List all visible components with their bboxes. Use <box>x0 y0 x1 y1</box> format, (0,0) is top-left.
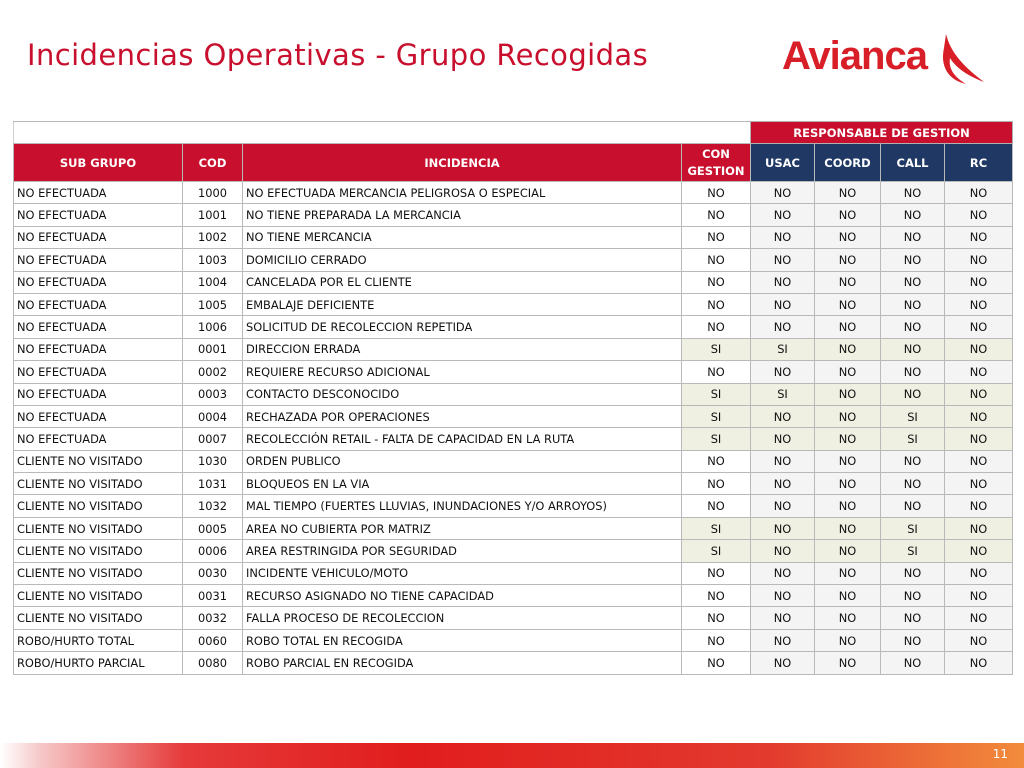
cell-sub: NO EFECTUADA <box>14 316 183 338</box>
table-row <box>14 226 1013 248</box>
cell-coord: NO <box>815 249 881 271</box>
cell-con: NO <box>682 316 751 338</box>
cell-rc: NO <box>945 607 1013 629</box>
cell-cod: 0031 <box>183 585 243 607</box>
cell-coord: NO <box>815 629 881 651</box>
cell-cod: 1030 <box>183 450 243 472</box>
col-header-incidencia: INCIDENCIA <box>243 144 682 182</box>
cell-sub: CLIENTE NO VISITADO <box>14 607 183 629</box>
cell-rc: NO <box>945 383 1013 405</box>
cell-usac: NO <box>751 361 815 383</box>
cell-sub: NO EFECTUADA <box>14 428 183 450</box>
cell-call: NO <box>881 293 945 315</box>
cell-sub: NO EFECTUADA <box>14 249 183 271</box>
table-row <box>14 652 1013 674</box>
cell-con: NO <box>682 361 751 383</box>
cell-usac: NO <box>751 428 815 450</box>
cell-cod: 0002 <box>183 361 243 383</box>
cell-con: SI <box>682 428 751 450</box>
cell-coord: NO <box>815 316 881 338</box>
cell-call: NO <box>881 338 945 360</box>
cell-inc: DOMICILIO CERRADO <box>243 249 682 271</box>
cell-sub: NO EFECTUADA <box>14 182 183 204</box>
cell-con: SI <box>682 338 751 360</box>
cell-rc: NO <box>945 562 1013 584</box>
responsable-group-header: RESPONSABLE DE GESTION <box>751 122 1013 144</box>
cell-cod: 0004 <box>183 405 243 427</box>
cell-cod: 0030 <box>183 562 243 584</box>
cell-inc: EMBALAJE DEFICIENTE <box>243 293 682 315</box>
bird-icon <box>938 30 988 86</box>
cell-coord: NO <box>815 361 881 383</box>
cell-cod: 0005 <box>183 517 243 539</box>
cell-sub: NO EFECTUADA <box>14 338 183 360</box>
col-header-call: CALL <box>881 144 945 182</box>
cell-inc: AREA NO CUBIERTA POR MATRIZ <box>243 517 682 539</box>
cell-call: NO <box>881 271 945 293</box>
table-row <box>14 562 1013 584</box>
cell-coord: NO <box>815 562 881 584</box>
cell-call: SI <box>881 405 945 427</box>
slide-title: Incidencias Operativas - Grupo Recogidas <box>27 38 649 72</box>
cell-call: SI <box>881 540 945 562</box>
cell-coord: NO <box>815 204 881 226</box>
cell-con: SI <box>682 383 751 405</box>
col-header-rc: RC <box>945 144 1013 182</box>
cell-call: NO <box>881 652 945 674</box>
cell-usac: NO <box>751 316 815 338</box>
cell-cod: 1000 <box>183 182 243 204</box>
cell-rc: NO <box>945 249 1013 271</box>
cell-inc: FALLA PROCESO DE RECOLECCION <box>243 607 682 629</box>
cell-cod: 1003 <box>183 249 243 271</box>
cell-coord: NO <box>815 271 881 293</box>
cell-con: NO <box>682 226 751 248</box>
cell-call: NO <box>881 607 945 629</box>
table-row <box>14 607 1013 629</box>
cell-sub: NO EFECTUADA <box>14 405 183 427</box>
table-row <box>14 361 1013 383</box>
footer-bar <box>0 743 1024 768</box>
table-row <box>14 338 1013 360</box>
cell-inc: ROBO TOTAL EN RECOGIDA <box>243 629 682 651</box>
cell-coord: NO <box>815 338 881 360</box>
cell-call: NO <box>881 249 945 271</box>
cell-con: NO <box>682 562 751 584</box>
cell-coord: NO <box>815 540 881 562</box>
cell-usac: NO <box>751 495 815 517</box>
cell-coord: NO <box>815 383 881 405</box>
col-header-cod: COD <box>183 144 243 182</box>
cell-rc: NO <box>945 338 1013 360</box>
cell-usac: NO <box>751 204 815 226</box>
cell-con: NO <box>682 652 751 674</box>
cell-inc: CONTACTO DESCONOCIDO <box>243 383 682 405</box>
cell-rc: NO <box>945 473 1013 495</box>
cell-con: NO <box>682 182 751 204</box>
cell-inc: RECHAZADA POR OPERACIONES <box>243 405 682 427</box>
cell-call: NO <box>881 383 945 405</box>
cell-sub: CLIENTE NO VISITADO <box>14 473 183 495</box>
cell-usac: NO <box>751 293 815 315</box>
cell-call: SI <box>881 428 945 450</box>
col-header-coord: COORD <box>815 144 881 182</box>
cell-rc: NO <box>945 271 1013 293</box>
cell-rc: NO <box>945 361 1013 383</box>
cell-usac: NO <box>751 585 815 607</box>
cell-sub: ROBO/HURTO PARCIAL <box>14 652 183 674</box>
cell-con: NO <box>682 249 751 271</box>
cell-usac: NO <box>751 652 815 674</box>
cell-cod: 1004 <box>183 271 243 293</box>
cell-cod: 0007 <box>183 428 243 450</box>
table-row <box>14 428 1013 450</box>
cell-inc: BLOQUEOS EN LA VIA <box>243 473 682 495</box>
col-header-con-gestion: CON GESTION <box>682 144 751 182</box>
cell-call: NO <box>881 316 945 338</box>
cell-rc: NO <box>945 405 1013 427</box>
cell-coord: NO <box>815 405 881 427</box>
cell-sub: NO EFECTUADA <box>14 361 183 383</box>
cell-rc: NO <box>945 450 1013 472</box>
cell-cod: 1006 <box>183 316 243 338</box>
cell-call: NO <box>881 361 945 383</box>
cell-call: NO <box>881 629 945 651</box>
cell-cod: 1031 <box>183 473 243 495</box>
cell-rc: NO <box>945 316 1013 338</box>
cell-usac: NO <box>751 473 815 495</box>
cell-coord: NO <box>815 473 881 495</box>
cell-cod: 0001 <box>183 338 243 360</box>
cell-con: NO <box>682 271 751 293</box>
cell-coord: NO <box>815 585 881 607</box>
cell-rc: NO <box>945 517 1013 539</box>
table-row <box>14 585 1013 607</box>
cell-usac: NO <box>751 249 815 271</box>
cell-inc: NO TIENE PREPARADA LA MERCANCIA <box>243 204 682 226</box>
cell-con: NO <box>682 473 751 495</box>
cell-call: NO <box>881 562 945 584</box>
cell-usac: NO <box>751 450 815 472</box>
col-header-usac: USAC <box>751 144 815 182</box>
cell-call: NO <box>881 585 945 607</box>
table-row <box>14 204 1013 226</box>
cell-rc: NO <box>945 629 1013 651</box>
cell-coord: NO <box>815 607 881 629</box>
cell-rc: NO <box>945 495 1013 517</box>
cell-inc: REQUIERE RECURSO ADICIONAL <box>243 361 682 383</box>
cell-call: NO <box>881 473 945 495</box>
col-header-sub-grupo: SUB GRUPO <box>14 144 183 182</box>
cell-sub: NO EFECTUADA <box>14 383 183 405</box>
cell-usac: NO <box>751 607 815 629</box>
cell-sub: NO EFECTUADA <box>14 293 183 315</box>
cell-usac: SI <box>751 383 815 405</box>
table-row <box>14 629 1013 651</box>
cell-rc: NO <box>945 540 1013 562</box>
cell-inc: NO EFECTUADA MERCANCIA PELIGROSA O ESPECIAL <box>243 182 682 204</box>
cell-call: NO <box>881 495 945 517</box>
cell-call: NO <box>881 226 945 248</box>
table-row <box>14 249 1013 271</box>
cell-inc: MAL TIEMPO (FUERTES LLUVIAS, INUNDACIONES Y/O ARROYOS) <box>243 495 682 517</box>
cell-sub: CLIENTE NO VISITADO <box>14 562 183 584</box>
cell-call: NO <box>881 450 945 472</box>
cell-coord: NO <box>815 495 881 517</box>
cell-con: NO <box>682 607 751 629</box>
cell-inc: ROBO PARCIAL EN RECOGIDA <box>243 652 682 674</box>
table-row <box>14 293 1013 315</box>
cell-sub: NO EFECTUADA <box>14 271 183 293</box>
cell-cod: 0080 <box>183 652 243 674</box>
cell-rc: NO <box>945 226 1013 248</box>
cell-con: NO <box>682 495 751 517</box>
cell-coord: NO <box>815 182 881 204</box>
cell-sub: CLIENTE NO VISITADO <box>14 585 183 607</box>
cell-usac: NO <box>751 629 815 651</box>
cell-con: NO <box>682 629 751 651</box>
table-row <box>14 540 1013 562</box>
cell-call: NO <box>881 182 945 204</box>
cell-cod: 1032 <box>183 495 243 517</box>
header-spacer <box>14 122 751 144</box>
incidencias-table <box>13 121 1013 675</box>
cell-coord: NO <box>815 293 881 315</box>
cell-inc: DIRECCION ERRADA <box>243 338 682 360</box>
cell-rc: NO <box>945 428 1013 450</box>
cell-con: NO <box>682 450 751 472</box>
cell-rc: NO <box>945 293 1013 315</box>
cell-cod: 1001 <box>183 204 243 226</box>
cell-inc: ORDEN PUBLICO <box>243 450 682 472</box>
cell-inc: INCIDENTE VEHICULO/MOTO <box>243 562 682 584</box>
cell-inc: NO TIENE MERCANCIA <box>243 226 682 248</box>
cell-con: NO <box>682 585 751 607</box>
table-row <box>14 517 1013 539</box>
cell-rc: NO <box>945 182 1013 204</box>
cell-usac: NO <box>751 226 815 248</box>
cell-usac: NO <box>751 540 815 562</box>
cell-cod: 0003 <box>183 383 243 405</box>
logo-wordmark: Avianca <box>782 34 927 78</box>
cell-inc: RECURSO ASIGNADO NO TIENE CAPACIDAD <box>243 585 682 607</box>
cell-sub: NO EFECTUADA <box>14 226 183 248</box>
table-row <box>14 182 1013 204</box>
table-row <box>14 316 1013 338</box>
table-row <box>14 383 1013 405</box>
cell-usac: NO <box>751 182 815 204</box>
cell-inc: CANCELADA POR EL CLIENTE <box>243 271 682 293</box>
cell-coord: NO <box>815 226 881 248</box>
cell-inc: RECOLECCIÓN RETAIL - FALTA DE CAPACIDAD EN LA RUTA <box>243 428 682 450</box>
cell-con: SI <box>682 540 751 562</box>
cell-usac: SI <box>751 338 815 360</box>
table-row <box>14 495 1013 517</box>
cell-cod: 0032 <box>183 607 243 629</box>
cell-rc: NO <box>945 204 1013 226</box>
cell-con: NO <box>682 293 751 315</box>
cell-sub: NO EFECTUADA <box>14 204 183 226</box>
cell-con: SI <box>682 405 751 427</box>
cell-coord: NO <box>815 517 881 539</box>
cell-rc: NO <box>945 652 1013 674</box>
cell-coord: NO <box>815 450 881 472</box>
cell-rc: NO <box>945 585 1013 607</box>
cell-usac: NO <box>751 562 815 584</box>
cell-sub: ROBO/HURTO TOTAL <box>14 629 183 651</box>
cell-cod: 1005 <box>183 293 243 315</box>
cell-usac: NO <box>751 271 815 293</box>
cell-con: NO <box>682 204 751 226</box>
cell-usac: NO <box>751 405 815 427</box>
cell-coord: NO <box>815 428 881 450</box>
cell-inc: SOLICITUD DE RECOLECCION REPETIDA <box>243 316 682 338</box>
cell-sub: CLIENTE NO VISITADO <box>14 517 183 539</box>
table-row <box>14 271 1013 293</box>
cell-sub: CLIENTE NO VISITADO <box>14 495 183 517</box>
table-row <box>14 450 1013 472</box>
cell-coord: NO <box>815 652 881 674</box>
page-number: 11 <box>992 747 1008 761</box>
cell-con: SI <box>682 517 751 539</box>
cell-call: SI <box>881 517 945 539</box>
cell-cod: 1002 <box>183 226 243 248</box>
avianca-logo <box>780 28 990 88</box>
cell-sub: CLIENTE NO VISITADO <box>14 450 183 472</box>
table-row <box>14 405 1013 427</box>
cell-cod: 0060 <box>183 629 243 651</box>
cell-inc: AREA RESTRINGIDA POR SEGURIDAD <box>243 540 682 562</box>
cell-sub: CLIENTE NO VISITADO <box>14 540 183 562</box>
table-row <box>14 473 1013 495</box>
cell-cod: 0006 <box>183 540 243 562</box>
cell-call: NO <box>881 204 945 226</box>
cell-usac: NO <box>751 517 815 539</box>
